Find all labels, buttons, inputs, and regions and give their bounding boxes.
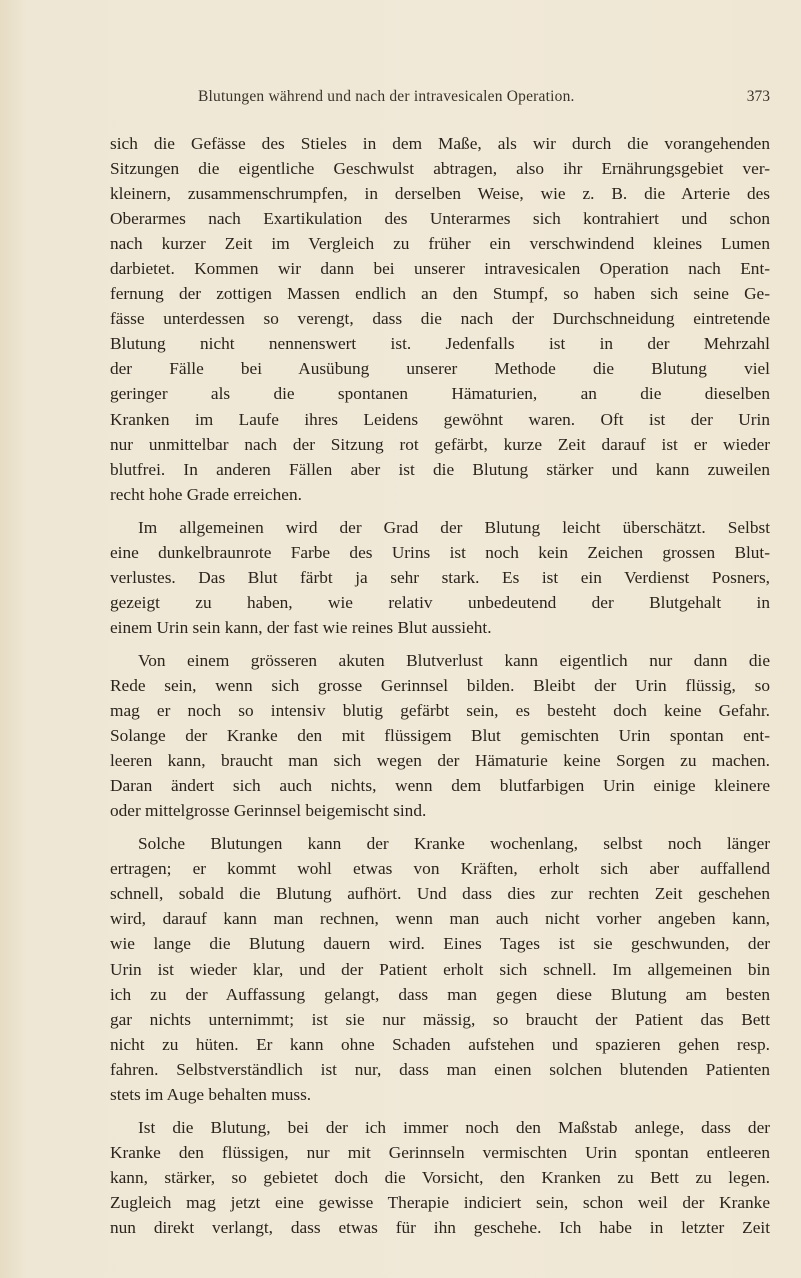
text-line: Von einem grösseren akuten Blutverlust kann eigentlich nur dann die [138, 650, 770, 670]
text-line: eine dunkelbraunrote Farbe des Urins ist noch kein Zeichen grossen Blut- [110, 542, 770, 562]
text-line: schnell, sobald die Blutung aufhört. Und dass dies zur rechten Zeit geschehen [110, 884, 770, 904]
text-line: darbietet. Kommen wir dann bei unserer intravesicalen Operation nach Ent- [110, 259, 770, 279]
text-line: der Fälle bei Ausübung unserer Methode die Blutung viel [110, 359, 770, 379]
text-line: verlustes. Das Blut färbt ja sehr stark. Es ist ein Verdienst Posners, [110, 567, 770, 587]
text-line: ertragen; er kommt wohl etwas von Kräften, erholt sich aber auffallend [110, 859, 770, 879]
text-line: nach kurzer Zeit im Vergleich zu früher ein verschwindend kleines Lumen [110, 234, 770, 254]
paragraph [110, 648, 770, 823]
text-line: Rede sein, wenn sich grosse Gerinnsel bilden. Bleibt der Urin flüssig, so [110, 675, 770, 695]
text-line: sich die Gefässe des Stieles in dem Maße, als wir durch die vorangehenden [110, 134, 770, 153]
text-line: stets im Auge behalten muss. [110, 1084, 312, 1104]
paragraph [110, 515, 770, 640]
text-line: nun direkt verlangt, dass etwas für ihn geschehe. Ich habe in letzter Zeit [110, 1217, 770, 1237]
text-line: geringer als die spontanen Hämaturien, an die dieselben [110, 384, 770, 404]
text-line: fahren. Selbstverständlich ist nur, dass man einen solchen blutenden Patienten [110, 1059, 770, 1079]
text-line: mag er noch so intensiv blutig gefärbt sein, es besteht doch keine Gefahr. [110, 701, 770, 721]
text-line: wie lange die Blutung dauern wird. Eines Tages ist sie geschwunden, der [110, 934, 770, 954]
text-line: Kranken im Laufe ihres Leidens gewöhnt waren. Oft ist der Urin [110, 409, 770, 429]
text-line: gezeigt zu haben, wie relativ unbedeutend der Blutgehalt in [110, 592, 770, 612]
paragraph [110, 131, 770, 507]
paragraph [110, 831, 770, 1107]
text-line: Ist die Blutung, bei der ich immer noch den Maßstab anlege, dass der [138, 1117, 770, 1137]
text-line: oder mittelgrosse Gerinnsel beigemischt sind. [110, 801, 427, 821]
text-line: nur unmittelbar nach der Sitzung rot gefärbt, kurze Zeit darauf ist er wieder [110, 434, 770, 454]
text-line: blutfrei. In anderen Fällen aber ist die Blutung stärker und kann zuweilen [110, 459, 770, 479]
text-line: leeren kann, braucht man sich wegen der Hämaturie keine Sorgen zu machen. [110, 751, 770, 771]
running-header [110, 88, 770, 112]
page-number: 373 [746, 88, 770, 105]
text-line: gar nichts unternimmt; ist sie nur mässig, so braucht der Patient das Bett [110, 1009, 770, 1029]
text-line: recht hohe Grade erreichen. [110, 484, 302, 504]
text-line: Blutung nicht nennenswert ist. Jedenfalls ist in der Mehrzahl [110, 334, 770, 354]
text-line: Oberarmes nach Exartikulation des Unterarmes sich kontrahiert und schon [110, 209, 770, 229]
text-line: Solche Blutungen kann der Kranke wochenlang, selbst noch länger [138, 834, 770, 854]
paragraph [110, 1115, 770, 1240]
text-line: fernung der zottigen Massen endlich an den Stumpf, so haben sich seine Ge- [110, 284, 770, 304]
text-line: nicht zu hüten. Er kann ohne Schaden aufstehen und spazieren gehen resp. [110, 1034, 770, 1054]
text-line: Daran ändert sich auch nichts, wenn dem blutfarbigen Urin einige kleinere [110, 776, 770, 796]
text-line: Solange der Kranke den mit flüssigem Blut gemischten Urin spontan ent- [110, 726, 770, 746]
text-line: Kranke den flüssigen, nur mit Gerinnseln vermischten Urin spontan entleeren [110, 1142, 770, 1162]
text-line: Im allgemeinen wird der Grad der Blutung leicht überschätzt. Selbst [138, 517, 770, 537]
text-line: ich zu der Auffassung gelangt, dass man gegen diese Blutung am besten [110, 984, 770, 1004]
text-line: kann, stärker, so gebietet doch die Vorsicht, den Kranken zu Bett zu legen. [110, 1167, 770, 1187]
text-line: wird, darauf kann man rechnen, wenn man auch nicht vorher angeben kann, [110, 909, 770, 929]
running-title: Blutungen während und nach der intravesicalen Operation. [198, 88, 575, 105]
text-line: fässe unterdessen so verengt, dass die nach der Durchschneidung eintretende [110, 309, 770, 329]
text-line: Sitzungen die eigentliche Geschwulst abtragen, also ihr Ernährungsgebiet ver- [110, 159, 770, 179]
text-line: einem Urin sein kann, der fast wie reines Blut aussieht. [110, 617, 492, 637]
text-line: kleinern, zusammenschrumpfen, in derselben Weise, wie z. B. die Arterie des [110, 184, 770, 204]
text-line: Urin ist wieder klar, und der Patient erholt sich schnell. Im allgemeinen bin [110, 959, 770, 979]
body-text [110, 131, 770, 1248]
text-line: Zugleich mag jetzt eine gewisse Therapie indiciert sein, schon weil der Kranke [110, 1192, 770, 1212]
